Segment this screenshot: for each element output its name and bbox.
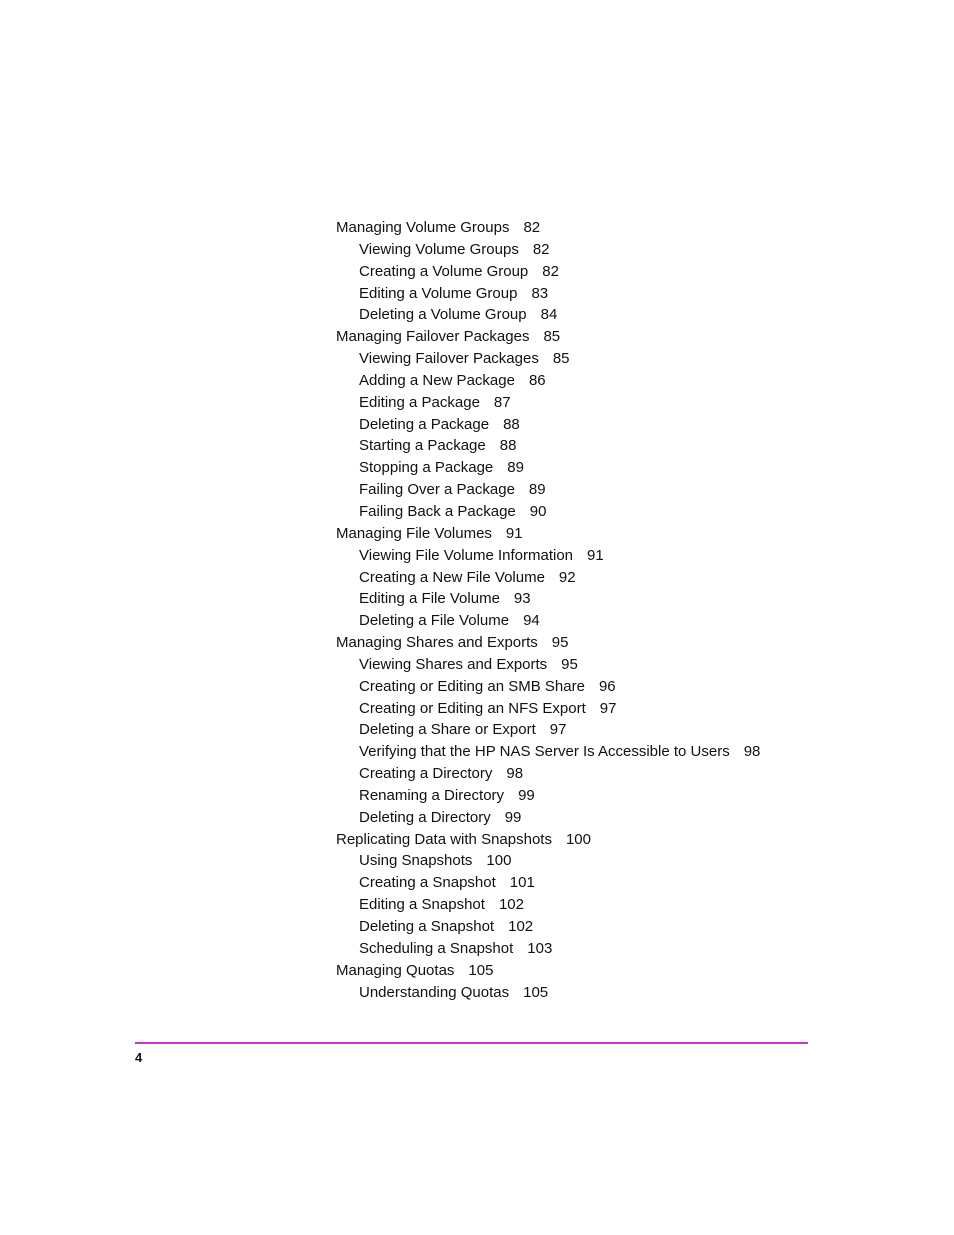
toc-entry[interactable] — [336, 435, 936, 457]
toc-entry-page: 85 — [552, 350, 570, 368]
toc-entry-title: Viewing File Volume Information — [359, 546, 573, 564]
toc-entry-title: Scheduling a Snapshot — [359, 939, 514, 957]
toc-entry-page: 100 — [486, 852, 512, 870]
toc-entry-page: 89 — [528, 481, 546, 499]
toc-entry[interactable] — [336, 326, 936, 348]
toc-entry-page: 96 — [598, 677, 616, 695]
page-number: 4 — [135, 1050, 143, 1065]
toc-entry-title: Creating a Directory — [359, 765, 493, 783]
toc-entry[interactable] — [336, 283, 936, 305]
toc-entry-page: 88 — [503, 415, 520, 433]
toc-entry-title: Managing Shares and Exports — [336, 634, 538, 652]
toc-entry-page: 93 — [513, 590, 531, 608]
toc-entry-page: 94 — [523, 612, 540, 630]
toc-entry-title: Deleting a Package — [359, 415, 490, 433]
toc-entry-title: Deleting a Share or Export — [359, 721, 536, 739]
toc-entry-title: Viewing Volume Groups — [359, 240, 519, 258]
toc-entry-page: 82 — [532, 240, 550, 258]
toc-entry-page: 91 — [505, 524, 523, 542]
toc-entry-title: Verifying that the HP NAS Server Is Accessible to Users — [359, 743, 730, 761]
toc-entry-title: Starting a Package — [359, 437, 486, 455]
toc-entry-page: 86 — [528, 371, 546, 389]
toc-entry[interactable] — [336, 523, 936, 545]
table-of-contents — [336, 217, 936, 1003]
toc-entry-title: Creating a Snapshot — [359, 874, 496, 892]
toc-entry-title: Editing a Snapshot — [359, 896, 485, 914]
toc-entry-page: 98 — [743, 743, 761, 761]
toc-entry-page: 105 — [468, 961, 494, 979]
toc-entry[interactable] — [336, 457, 936, 479]
toc-entry-page: 101 — [509, 874, 535, 892]
toc-entry[interactable] — [336, 567, 936, 589]
toc-entry[interactable] — [336, 304, 936, 326]
toc-entry-title: Creating a Volume Group — [359, 262, 529, 280]
toc-entry-page: 99 — [518, 786, 535, 804]
toc-entry[interactable] — [336, 370, 936, 392]
toc-entry-title: Renaming a Directory — [359, 786, 505, 804]
toc-entry[interactable] — [336, 479, 936, 501]
toc-entry[interactable] — [336, 829, 936, 851]
toc-entry[interactable] — [336, 261, 936, 283]
toc-entry[interactable] — [336, 807, 936, 829]
toc-entry-title: Deleting a File Volume — [359, 612, 510, 630]
toc-entry-title: Deleting a Directory — [359, 808, 491, 826]
toc-entry-page: 82 — [523, 219, 541, 236]
toc-entry-page: 95 — [561, 655, 578, 673]
toc-entry-title: Creating or Editing an SMB Share — [359, 677, 585, 695]
toc-entry-page: 105 — [523, 983, 549, 1001]
toc-entry-page: 87 — [493, 393, 511, 411]
toc-entry-title: Creating a New File Volume — [359, 568, 545, 586]
toc-entry[interactable] — [336, 741, 936, 763]
toc-entry-page: 102 — [508, 918, 534, 935]
footer-rule — [135, 1042, 808, 1044]
toc-entry-title: Managing Quotas — [336, 961, 455, 979]
toc-entry-title: Managing Volume Groups — [336, 219, 510, 236]
toc-entry-page: 88 — [499, 437, 517, 455]
toc-entry[interactable] — [336, 414, 936, 436]
toc-entry-page: 97 — [599, 699, 617, 717]
toc-entry[interactable] — [336, 676, 936, 698]
toc-entry-title: Editing a Volume Group — [359, 284, 518, 302]
toc-entry-title: Viewing Shares and Exports — [359, 655, 548, 673]
toc-entry-title: Adding a New Package — [359, 371, 515, 389]
toc-entry-title: Stopping a Package — [359, 459, 494, 477]
toc-entry[interactable] — [336, 785, 936, 807]
toc-entry[interactable] — [336, 392, 936, 414]
toc-entry-page: 89 — [507, 459, 524, 477]
toc-entry-title: Understanding Quotas — [359, 983, 510, 1001]
toc-entry[interactable] — [336, 763, 936, 785]
toc-entry-title: Using Snapshots — [359, 852, 473, 870]
toc-entry[interactable] — [336, 501, 936, 523]
toc-entry[interactable] — [336, 894, 936, 916]
toc-entry[interactable] — [336, 632, 936, 654]
toc-entry[interactable] — [336, 719, 936, 741]
toc-entry-title: Deleting a Snapshot — [359, 918, 495, 935]
toc-entry-title: Deleting a Volume Group — [359, 306, 527, 324]
toc-entry[interactable] — [336, 545, 936, 567]
toc-entry-title: Managing File Volumes — [336, 524, 492, 542]
toc-entry-title: Viewing Failover Packages — [359, 350, 539, 368]
toc-entry-page: 103 — [527, 939, 553, 957]
toc-entry-page: 85 — [543, 328, 561, 346]
toc-entry-page: 95 — [551, 634, 569, 652]
toc-entry-title: Managing Failover Packages — [336, 328, 530, 346]
toc-entry-title: Creating or Editing an NFS Export — [359, 699, 586, 717]
toc-entry[interactable] — [336, 938, 936, 960]
toc-entry-page: 102 — [498, 896, 524, 914]
toc-entry[interactable] — [336, 217, 936, 239]
toc-entry[interactable] — [336, 872, 936, 894]
toc-entry-page: 98 — [506, 765, 524, 783]
toc-entry[interactable] — [336, 348, 936, 370]
toc-entry-page: 100 — [565, 830, 591, 848]
toc-entry-title: Editing a Package — [359, 393, 480, 411]
toc-entry[interactable] — [336, 610, 936, 632]
toc-entry-page: 84 — [540, 306, 558, 324]
toc-entry[interactable] — [336, 588, 936, 610]
toc-entry-title: Failing Over a Package — [359, 481, 515, 499]
toc-entry-page: 92 — [558, 568, 576, 586]
toc-entry[interactable] — [336, 239, 936, 261]
toc-entry-page: 99 — [504, 808, 522, 826]
toc-entry-title: Replicating Data with Snapshots — [336, 830, 552, 848]
toc-entry-page: 82 — [542, 262, 559, 280]
toc-entry[interactable] — [336, 960, 936, 982]
toc-entry[interactable] — [336, 850, 936, 872]
toc-entry-title: Failing Back a Package — [359, 502, 516, 520]
toc-entry[interactable] — [336, 916, 936, 938]
toc-entry[interactable] — [336, 654, 936, 676]
toc-entry-title: Editing a File Volume — [359, 590, 500, 608]
toc-entry-page: 91 — [587, 546, 604, 564]
toc-entry[interactable] — [336, 698, 936, 720]
toc-entry-page: 97 — [549, 721, 567, 739]
toc-entry-page: 83 — [531, 284, 549, 302]
toc-entry-page: 90 — [529, 502, 547, 520]
toc-entry[interactable] — [336, 982, 936, 1004]
